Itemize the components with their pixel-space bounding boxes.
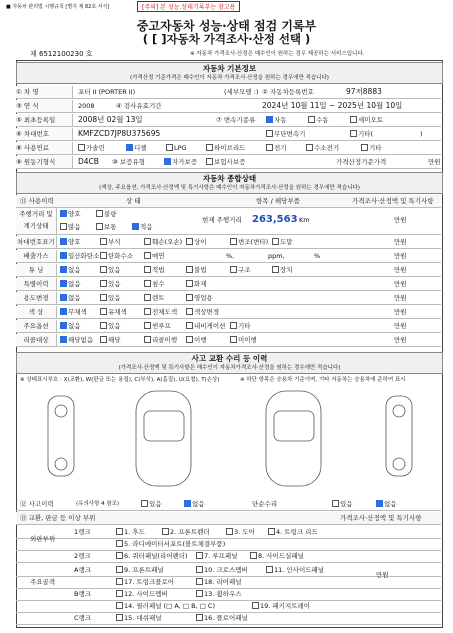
checkbox[interactable]: [186, 266, 193, 273]
status-legend-2: ※ 하단 항목은 승용차 기준이며, 기타 자동차는 승용차에 준하여 표시: [240, 377, 406, 383]
checkbox[interactable]: [100, 308, 107, 315]
row-rank2: 2랭크 6. 쿼터패널(리어펜더) 7. 루프패널 8. 사이드실패널: [16, 550, 441, 563]
checkbox[interactable]: [272, 238, 279, 245]
checkbox[interactable]: [60, 294, 67, 301]
row-rankC: C랭크 15. 대쉬패널 16. 플로어패널: [16, 612, 441, 625]
document-number: 제 6512100230 호: [30, 50, 93, 58]
checkbox[interactable]: [100, 280, 107, 287]
checkbox[interactable]: [144, 336, 151, 343]
checkbox[interactable]: [100, 252, 107, 259]
checkbox[interactable]: [230, 238, 237, 245]
row-rankA2: 주요골격 17. 트렁크플로어 18. 리어패널: [16, 576, 441, 589]
checkbox[interactable]: [144, 294, 151, 301]
checkbox[interactable]: [60, 322, 67, 329]
row-mileage: 주행거리 및 계기상태 양호 불량 많음 보통 적음 현재 주행거리 263,563 Km 만원: [16, 208, 441, 235]
checkbox[interactable]: [266, 116, 273, 123]
row-year: ③ 연 식 2008 ④ 검사유효기간 2024년 10월 11일 ~ 2025년 10월 10일: [16, 100, 441, 113]
checkbox[interactable]: [100, 336, 107, 343]
checkbox[interactable]: [186, 238, 193, 245]
car-diagram: [16, 386, 441, 491]
checkbox[interactable]: [100, 238, 107, 245]
checkbox[interactable]: [230, 266, 237, 273]
page-title: 중고자동차 성능·상태 점검 기록부: [136, 19, 317, 33]
checkbox[interactable]: [60, 238, 67, 245]
checkbox[interactable]: [186, 294, 193, 301]
row-fuel: ⑧ 사용연료 가솔린 디젤 LPG 하이브리드 전기 수소전기 기타: [16, 142, 441, 155]
service-note: ※ 자동차 가격조사·산정은 매수인이 원하는 경우 제공하는 서비스입니다.: [190, 51, 365, 57]
row-rankA: A랭크 9. 프론트패널 10. 크로스멤버 11. 인사이드패널 만원: [16, 564, 441, 577]
row-car-name: ① 차 명 포터 II (PORTER II) (세부모델 : ) ② 자동차등록번호 97저8883: [16, 86, 441, 99]
checkbox[interactable]: [144, 238, 151, 245]
overall-row: 색 상 무채색 유채색 전체도색 색상변경 만원: [16, 306, 441, 319]
checkbox[interactable]: [230, 336, 237, 343]
row-accident-history: ⑫ 사고이력 (유의사항 4 참조) 있음 없음 단순수리 있음 없음: [16, 498, 441, 511]
checkbox[interactable]: [60, 336, 67, 343]
checkbox[interactable]: [60, 280, 67, 287]
row-rankB: B랭크 12. 사이드멤버 13. 휠하우스: [16, 588, 441, 601]
form-reference-note: ■ 자동차 관리법 시행규칙 [별지 제 82호 서식]: [6, 4, 110, 10]
checkbox[interactable]: [144, 252, 151, 259]
overall-row: 차대번호표기 양호 부식 훼손(오손) 상이 변조(변타) 도말 만원: [16, 236, 441, 249]
overall-row: 용도변경 없음 있음 렌트 영업용 만원: [16, 292, 441, 305]
reference-watermark: [주의] 본 성능.상태기록부는 참고용: [137, 1, 240, 12]
checkbox[interactable]: [60, 266, 67, 273]
checkbox[interactable]: [350, 130, 357, 137]
car-outline-figure: [16, 386, 441, 491]
page-subtitle: ( [ ]자동차 가격조사·산정 선택 ): [142, 32, 311, 46]
basic-info-header: 자동차 기본정보 (가격산정 기준가격은 매수인이 자동차 가격조사·산정을 원하는 경우에만 적습니다): [16, 62, 443, 84]
overall-row: 튜 닝 없음 있음 적법 불법 구조 장치 만원: [16, 264, 441, 277]
row-vin: ⑥ 차대번호 KMFZCD7JP8U375695 무단변속기 기타( ): [16, 128, 441, 141]
checkbox[interactable]: [144, 266, 151, 273]
row-rank1: 외판부위 1랭크 1. 후드 2. 프론트펜더 3. 도어 4. 트렁크 리드: [16, 526, 441, 539]
checkbox[interactable]: [230, 322, 237, 329]
checkbox[interactable]: [144, 308, 151, 315]
row-first-registration: ⑤ 최초등록일 2008년 02월 13일 ⑦ 변속기종류 자동 수동 세미오토: [16, 114, 441, 127]
checkbox[interactable]: [60, 252, 67, 259]
overall-header: 자동차 종합상태 (색상, 주요옵션, 가격조사·산정액 및 특기사항은 매수인이 자동차가격조사·산정을 원하는 경우에만 적습니다): [16, 172, 443, 194]
checkbox[interactable]: [186, 336, 193, 343]
checkbox[interactable]: [144, 322, 151, 329]
row-rank1b: 5. 라디에이터서포트(볼트체결부품): [16, 538, 441, 551]
checkbox[interactable]: [308, 116, 315, 123]
accident-header: 사고 교환 수리 등 이력 (가격조사·산정액 및 특기사항은 매수인이 자동차가격조사·산정을 원하는 경우에만 적습니다): [16, 352, 443, 374]
overall-row: 특별이력 없음 있음 침수 화재 만원: [16, 278, 441, 291]
parts-header: ⑬ 교환, 판금 등 이상 부위 가격조사·산정액 및 특기사항: [16, 512, 441, 525]
checkbox[interactable]: [350, 116, 357, 123]
checkbox[interactable]: [272, 266, 279, 273]
checkbox[interactable]: [60, 308, 67, 315]
row-rankB2: 14. 필러패널 (□ A, □ B, □ C) 19. 패키지트레이: [16, 600, 441, 613]
overall-row: 주요옵션 없음 있음 썬루프 내비게이션 기타 만원: [16, 320, 441, 333]
row-engine: ⑨ 원동기형식 D4CB ⑩ 보증유형 자가보증 보험사보증 가격산정기준가격 만원: [16, 156, 441, 169]
overall-column-headers: ⑪ 사용이력 상 태 항목 / 해당부품 가격조사·산정액 및 특기사항: [16, 195, 441, 208]
checkbox[interactable]: [186, 322, 193, 329]
checkbox[interactable]: [186, 280, 193, 287]
overall-row: 리콜대상 해당없음 해당 리콜이행 이행 미이행 만원: [16, 334, 441, 347]
checkbox[interactable]: [100, 266, 107, 273]
checkbox[interactable]: [144, 280, 151, 287]
checkbox[interactable]: [100, 322, 107, 329]
checkbox[interactable]: [100, 294, 107, 301]
overall-row: 배출가스 일산화탄소 탄화수소 매연 %, ppm, % 만원: [16, 250, 441, 263]
checkbox[interactable]: [186, 308, 193, 315]
status-legend: ※ 상태표시부호 : X(교환), W(판금 또는 용접), C(부식), A(흠집), U(요철), T(손상): [20, 377, 220, 383]
checkbox[interactable]: [266, 130, 273, 137]
